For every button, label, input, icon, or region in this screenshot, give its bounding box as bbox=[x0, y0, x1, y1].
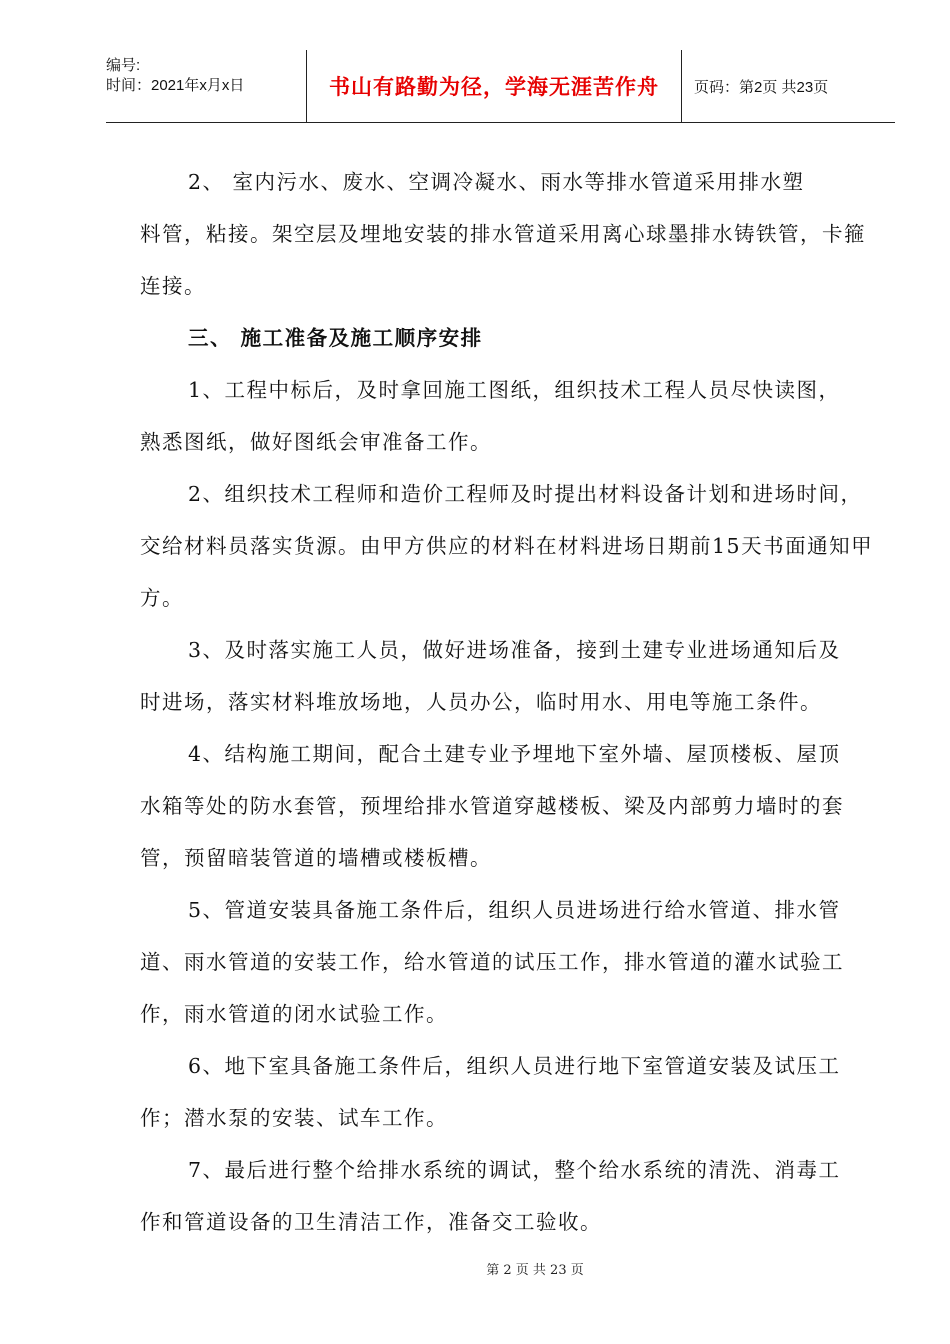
page-header bbox=[106, 50, 895, 123]
paragraph-drainage-pipe: 2、 室内污水、废水、空调冷凝水、雨水等排水管道采用排水塑 料管，粘接。架空层及埋地安装的排水管道采用离心球墨排水铸铁管，卡箍连接。 bbox=[140, 170, 866, 298]
paragraph-item-2: 2、组织技术工程师和造价工程师及时提出材料设备计划和进场时间， 交给材料员落实货源。由甲方供应的材料在材料进场日期前15天书面通知甲方。 bbox=[140, 482, 874, 610]
page-footer: 第 2 页 共 23 页 bbox=[486, 1263, 584, 1278]
paragraph-item-6: 6、地下室具备施工条件后，组织人员进行地下室管道安装及试压工 作；潜水泵的安装、试车工作。 bbox=[140, 1054, 841, 1130]
document-number-label: 编号: bbox=[106, 57, 141, 74]
header-page-info: 页码：第2页 共23页 bbox=[694, 78, 829, 96]
header-motto: 书山有路勤为径，学海无涯苦作舟 bbox=[306, 50, 682, 122]
paragraph-item-7: 7、最后进行整个给排水系统的调试，整个给水系统的清洗、消毒工 作和管道设备的卫生清洁工作，准备交工验收。 bbox=[140, 1158, 841, 1234]
paragraph-item-1: 1、工程中标后，及时拿回施工图纸，组织技术工程人员尽快读图， 熟悉图纸，做好图纸会审准备工作。 bbox=[140, 378, 841, 454]
paragraph-item-3: 3、及时落实施工人员，做好进场准备，接到土建专业进场通知后及 时进场，落实材料堆放场地，人员办公，临时用水、用电等施工条件。 bbox=[140, 638, 841, 714]
document-body bbox=[140, 156, 875, 1248]
paragraph-item-4: 4、结构施工期间，配合土建专业予埋地下室外墙、屋顶楼板、屋顶 水箱等处的防水套管，预埋给排水管道穿越楼板、梁及内部剪力墙时的套管，预留暗装管道的墙槽或楼板槽。 bbox=[140, 742, 844, 870]
document-date: 时间：2021年x月x日 bbox=[106, 77, 245, 94]
section-heading-preparation: 三、 施工准备及施工顺序安排 bbox=[188, 326, 483, 350]
header-meta bbox=[106, 50, 306, 122]
paragraph-item-5: 5、管道安装具备施工条件后，组织人员进场进行给水管道、排水管 道、雨水管道的安装工作，给水管道的试压工作，排水管道的灌水试验工作，雨水管道的闭水试验工作。 bbox=[140, 898, 844, 1026]
